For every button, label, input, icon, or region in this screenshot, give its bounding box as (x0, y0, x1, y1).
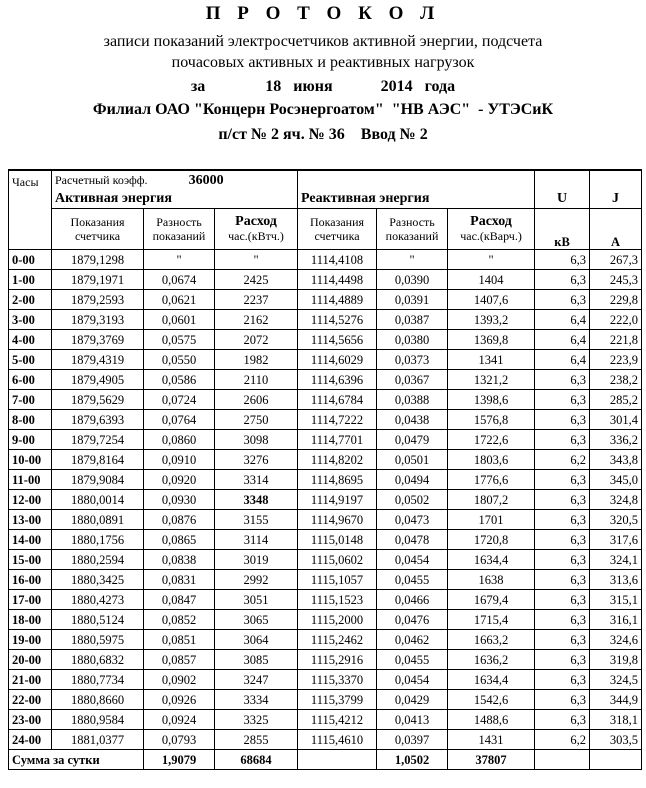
react-reading-cell: 1114,5656 (298, 330, 377, 350)
act-reading-cell: 1879,3769 (52, 330, 144, 350)
react-cons-cell: 1638 (448, 570, 535, 590)
react-diff-cell: 0,0397 (377, 730, 448, 750)
react-diff-cell: 0,0455 (377, 570, 448, 590)
react-diff-cell: 0,0473 (377, 510, 448, 530)
act-cons-cell: 3051 (215, 590, 298, 610)
hour-cell: 16-00 (9, 570, 52, 590)
react-diff-cell: 0,0388 (377, 390, 448, 410)
j-header: J (590, 190, 642, 209)
act-reading-cell: 1880,3425 (52, 570, 144, 590)
hour-cell: 18-00 (9, 610, 52, 630)
hour-cell: 0-00 (9, 250, 52, 270)
j-cell: 316,1 (590, 610, 642, 630)
act-reading-cell: 1879,3193 (52, 310, 144, 330)
act-diff-cell: 0,0924 (144, 710, 215, 730)
react-diff-cell: 0,0454 (377, 550, 448, 570)
react-reading-header: Показания счетчика (298, 209, 377, 250)
u-cell: 6,3 (535, 610, 590, 630)
act-diff-cell: 0,0550 (144, 350, 215, 370)
react-reading-cell: 1115,3799 (298, 690, 377, 710)
react-cons-cell: 1636,2 (448, 650, 535, 670)
react-cons-cell: 1807,2 (448, 490, 535, 510)
coef-label: Расчетный коэфф. (55, 173, 148, 187)
react-diff-cell: 0,0367 (377, 370, 448, 390)
act-cons-cell: 2750 (215, 410, 298, 430)
react-reading-cell: 1115,2462 (298, 630, 377, 650)
u-cell: 6,2 (535, 730, 590, 750)
act-diff-cell: 0,0851 (144, 630, 215, 650)
react-cons-cell: 1398,6 (448, 390, 535, 410)
act-reading-cell: 1880,7734 (52, 670, 144, 690)
act-diff-cell: 0,0902 (144, 670, 215, 690)
react-cons-title: Расход (470, 214, 512, 229)
hour-cell: 19-00 (9, 630, 52, 650)
hours-header: Часы (9, 170, 52, 250)
table-row (9, 350, 642, 370)
act-reading-cell: 1880,5975 (52, 630, 144, 650)
act-cons-cell: 3334 (215, 690, 298, 710)
act-reading-cell: 1879,5629 (52, 390, 144, 410)
table-row (9, 710, 642, 730)
act-cons-cell: " (215, 250, 298, 270)
react-diff-cell: 0,0387 (377, 310, 448, 330)
react-cons-cell: 1803,6 (448, 450, 535, 470)
react-reading-cell: 1114,4889 (298, 290, 377, 310)
active-energy-header: Активная энергия (52, 190, 298, 209)
act-reading-cell: 1879,1971 (52, 270, 144, 290)
react-reading-cell: 1114,6029 (298, 350, 377, 370)
react-diff-cell: 0,0502 (377, 490, 448, 510)
react-reading-cell: 1115,2000 (298, 610, 377, 630)
react-reading-cell: 1114,6784 (298, 390, 377, 410)
j-cell: 317,6 (590, 530, 642, 550)
j-cell: 319,8 (590, 650, 642, 670)
substation-line: п/ст № 2 яч. № 36 Ввод № 2 (218, 126, 428, 143)
hour-cell: 8-00 (9, 410, 52, 430)
react-reading-cell: 1115,0148 (298, 530, 377, 550)
react-reading-cell: 1115,0602 (298, 550, 377, 570)
act-diff-cell: 0,0838 (144, 550, 215, 570)
table-row (9, 450, 642, 470)
act-reading-cell: 1880,6832 (52, 650, 144, 670)
act-reading-cell: 1879,6393 (52, 410, 144, 430)
table-row (9, 290, 642, 310)
table-row (9, 310, 642, 330)
j-cell: 285,2 (590, 390, 642, 410)
table-row (9, 570, 642, 590)
coef-cell (52, 170, 298, 190)
act-cons-cell: 3155 (215, 510, 298, 530)
act-diff-cell: 0,0586 (144, 370, 215, 390)
react-cons-cell: 1634,4 (448, 550, 535, 570)
react-cons-cell: 1701 (448, 510, 535, 530)
date-month: июня (293, 78, 333, 95)
react-reading-cell: 1115,1057 (298, 570, 377, 590)
sum-act-diff: 1,9079 (144, 750, 215, 770)
j-cell: 324,1 (590, 550, 642, 570)
branch-name: Филиал ОАО "Концерн Росэнергоатом" "НВ АЭС" - УТЭСиК (92, 101, 554, 118)
react-reading-cell: 1114,8695 (298, 470, 377, 490)
react-cons-cell: 1715,4 (448, 610, 535, 630)
u-cell: 6,3 (535, 530, 590, 550)
react-diff-cell: 0,0476 (377, 610, 448, 630)
table-row (9, 390, 642, 410)
j-cell: 303,5 (590, 730, 642, 750)
j-cell: 315,1 (590, 590, 642, 610)
act-cons-cell: 2855 (215, 730, 298, 750)
act-reading-cell: 1879,1298 (52, 250, 144, 270)
u-header: U (535, 190, 590, 209)
react-cons-cell: 1722,6 (448, 430, 535, 450)
react-reading-cell: 1115,4212 (298, 710, 377, 730)
react-diff-cell: 0,0479 (377, 430, 448, 450)
act-cons-cell: 2425 (215, 270, 298, 290)
table-row (9, 530, 642, 550)
react-reading-cell: 1114,7701 (298, 430, 377, 450)
u-cell: 6,3 (535, 490, 590, 510)
u-cell: 6,4 (535, 350, 590, 370)
u-unit: кВ (535, 209, 590, 250)
u-cell: 6,4 (535, 310, 590, 330)
j-cell: 238,2 (590, 370, 642, 390)
table-row (9, 430, 642, 450)
act-diff-cell: 0,0910 (144, 450, 215, 470)
react-cons-cell: 1488,6 (448, 710, 535, 730)
sum-react-diff: 1,0502 (377, 750, 448, 770)
react-reading-cell: 1115,2916 (298, 650, 377, 670)
act-diff-cell: 0,0793 (144, 730, 215, 750)
act-reading-header: Показания счетчика (52, 209, 144, 250)
table-row (9, 550, 642, 570)
hour-cell: 21-00 (9, 670, 52, 690)
act-reading-cell: 1880,2594 (52, 550, 144, 570)
react-diff-cell: 0,0462 (377, 630, 448, 650)
act-cons-title: Расход (235, 214, 277, 229)
act-reading-cell: 1880,9584 (52, 710, 144, 730)
u-cell: 6,3 (535, 670, 590, 690)
act-diff-cell: 0,0926 (144, 690, 215, 710)
react-diff-cell: " (377, 250, 448, 270)
act-cons-cell: 3065 (215, 610, 298, 630)
hour-cell: 5-00 (9, 350, 52, 370)
act-reading-cell: 1880,4273 (52, 590, 144, 610)
act-diff-cell: 0,0857 (144, 650, 215, 670)
react-reading-cell: 1115,4610 (298, 730, 377, 750)
table-row (9, 510, 642, 530)
act-cons-cell: 3114 (215, 530, 298, 550)
act-reading-cell: 1879,4319 (52, 350, 144, 370)
j-cell: 229,8 (590, 290, 642, 310)
u-cell: 6,3 (535, 250, 590, 270)
act-cons-cell: 2992 (215, 570, 298, 590)
react-cons-cell: 1393,2 (448, 310, 535, 330)
react-diff-cell: 0,0454 (377, 670, 448, 690)
u-cell: 6,2 (535, 450, 590, 470)
hour-cell: 14-00 (9, 530, 52, 550)
react-cons-cell: 1634,4 (448, 670, 535, 690)
u-cell: 6,3 (535, 370, 590, 390)
react-cons-cell: 1407,6 (448, 290, 535, 310)
react-diff-cell: 0,0390 (377, 270, 448, 290)
act-cons-cell: 2606 (215, 390, 298, 410)
act-reading-cell: 1880,1756 (52, 530, 144, 550)
react-diff-cell: 0,0380 (377, 330, 448, 350)
coef-value: 36000 (188, 173, 224, 188)
u-cell: 6,3 (535, 430, 590, 450)
table-row (9, 590, 642, 610)
react-cons-cell: 1404 (448, 270, 535, 290)
react-diff-cell: 0,0413 (377, 710, 448, 730)
j-cell: 267,3 (590, 250, 642, 270)
j-cell: 336,2 (590, 430, 642, 450)
table-row (9, 610, 642, 630)
hour-cell: 2-00 (9, 290, 52, 310)
react-diff-cell: 0,0501 (377, 450, 448, 470)
act-reading-cell: 1881,0377 (52, 730, 144, 750)
date-year: 2014 года (380, 78, 456, 95)
u-cell: 6,3 (535, 550, 590, 570)
act-reading-cell: 1880,8660 (52, 690, 144, 710)
react-cons-cell: 1776,6 (448, 470, 535, 490)
j-unit: А (590, 209, 642, 250)
act-cons-cell: 2162 (215, 310, 298, 330)
act-diff-cell: 0,0764 (144, 410, 215, 430)
react-reading-cell: 1114,5276 (298, 310, 377, 330)
react-cons-cell: " (448, 250, 535, 270)
act-cons-cell: 1982 (215, 350, 298, 370)
act-reading-cell: 1879,4905 (52, 370, 144, 390)
table-row (9, 730, 642, 750)
react-reading-cell: 1114,8202 (298, 450, 377, 470)
j-cell: 324,8 (590, 490, 642, 510)
table-row (9, 490, 642, 510)
react-reading-cell: 1115,1523 (298, 590, 377, 610)
j-cell: 343,8 (590, 450, 642, 470)
react-diff-header: Разность показаний (377, 209, 448, 250)
table-row (9, 330, 642, 350)
react-cons-cell: 1321,2 (448, 370, 535, 390)
react-cons-cell: 1341 (448, 350, 535, 370)
j-cell: 245,3 (590, 270, 642, 290)
act-diff-cell: 0,0847 (144, 590, 215, 610)
u-cell: 6,3 (535, 630, 590, 650)
act-reading-cell: 1879,9084 (52, 470, 144, 490)
react-cons-cell: 1542,6 (448, 690, 535, 710)
j-cell: 223,9 (590, 350, 642, 370)
hour-cell: 10-00 (9, 450, 52, 470)
act-cons-cell: 3348 (215, 490, 298, 510)
hour-cell: 4-00 (9, 330, 52, 350)
react-reading-cell: 1114,9670 (298, 510, 377, 530)
table-row (9, 410, 642, 430)
act-cons-cell: 3276 (215, 450, 298, 470)
hour-cell: 9-00 (9, 430, 52, 450)
u-cell: 6,3 (535, 710, 590, 730)
table-row (9, 250, 642, 270)
react-diff-cell: 0,0466 (377, 590, 448, 610)
sum-act-cons: 68684 (215, 750, 298, 770)
u-cell: 6,3 (535, 690, 590, 710)
react-diff-cell: 0,0373 (377, 350, 448, 370)
react-cons-cell: 1679,4 (448, 590, 535, 610)
sum-empty (535, 750, 590, 770)
react-cons-cell: 1663,2 (448, 630, 535, 650)
act-cons-cell: 3314 (215, 470, 298, 490)
act-cons-cell: 2237 (215, 290, 298, 310)
hour-cell: 3-00 (9, 310, 52, 330)
subtitle-line-1: записи показаний электросчетчиков активной энергии, подсчета (103, 33, 543, 50)
j-cell: 345,0 (590, 470, 642, 490)
act-diff-cell: 0,0852 (144, 610, 215, 630)
react-reading-cell: 1114,7222 (298, 410, 377, 430)
act-diff-cell: 0,0575 (144, 330, 215, 350)
protocol-title: П Р О Т О К О Л (205, 3, 441, 24)
act-diff-cell: " (144, 250, 215, 270)
act-diff-cell: 0,0621 (144, 290, 215, 310)
u-cell: 6,4 (535, 330, 590, 350)
j-cell: 344,9 (590, 690, 642, 710)
act-diff-cell: 0,0865 (144, 530, 215, 550)
u-cell: 6,3 (535, 470, 590, 490)
react-reading-cell: 1114,4498 (298, 270, 377, 290)
readings-table (8, 169, 642, 770)
hour-cell: 15-00 (9, 550, 52, 570)
react-cons-cell: 1369,8 (448, 330, 535, 350)
act-cons-cell: 3085 (215, 650, 298, 670)
sum-empty (298, 750, 377, 770)
act-diff-cell: 0,0831 (144, 570, 215, 590)
date-day: 18 (265, 78, 282, 95)
u-cell: 6,3 (535, 570, 590, 590)
act-reading-cell: 1880,0891 (52, 510, 144, 530)
hour-cell: 13-00 (9, 510, 52, 530)
act-reading-cell: 1880,0014 (52, 490, 144, 510)
react-cons-unit: час.(кВарч.) (460, 229, 522, 243)
j-cell: 320,5 (590, 510, 642, 530)
table-row (9, 670, 642, 690)
j-cell: 222,0 (590, 310, 642, 330)
act-cons-cell: 3019 (215, 550, 298, 570)
hour-cell: 12-00 (9, 490, 52, 510)
act-cons-unit: час.(кВтч.) (228, 229, 284, 243)
react-reading-cell: 1114,6396 (298, 370, 377, 390)
table-row (9, 650, 642, 670)
u-cell: 6,3 (535, 410, 590, 430)
hour-cell: 7-00 (9, 390, 52, 410)
date-line (0, 78, 646, 96)
act-cons-cell: 3098 (215, 430, 298, 450)
u-cell: 6,3 (535, 270, 590, 290)
hour-cell: 11-00 (9, 470, 52, 490)
act-cons-cell: 3325 (215, 710, 298, 730)
act-cons-cell: 2072 (215, 330, 298, 350)
subtitle-line-2: почасовых активных и реактивных нагрузок (171, 54, 475, 71)
act-reading-cell: 1880,5124 (52, 610, 144, 630)
hour-cell: 17-00 (9, 590, 52, 610)
u-cell: 6,3 (535, 290, 590, 310)
act-diff-header: Разность показаний (144, 209, 215, 250)
react-diff-cell: 0,0438 (377, 410, 448, 430)
hour-cell: 1-00 (9, 270, 52, 290)
act-diff-cell: 0,0920 (144, 470, 215, 490)
act-diff-cell: 0,0930 (144, 490, 215, 510)
table-row (9, 690, 642, 710)
date-prefix: за (190, 78, 206, 95)
sum-label: Сумма за сутки (9, 750, 144, 770)
react-cons-cell: 1431 (448, 730, 535, 750)
act-diff-cell: 0,0601 (144, 310, 215, 330)
j-cell: 318,1 (590, 710, 642, 730)
react-diff-cell: 0,0391 (377, 290, 448, 310)
react-cons-cell: 1576,8 (448, 410, 535, 430)
act-reading-cell: 1879,7254 (52, 430, 144, 450)
u-cell: 6,3 (535, 390, 590, 410)
react-reading-cell: 1114,9197 (298, 490, 377, 510)
react-reading-cell: 1115,3370 (298, 670, 377, 690)
act-cons-cell: 3064 (215, 630, 298, 650)
react-cons-cell: 1720,8 (448, 530, 535, 550)
table-row (9, 470, 642, 490)
act-reading-cell: 1879,8164 (52, 450, 144, 470)
hour-cell: 23-00 (9, 710, 52, 730)
j-cell: 221,8 (590, 330, 642, 350)
act-diff-cell: 0,0674 (144, 270, 215, 290)
hour-cell: 6-00 (9, 370, 52, 390)
table-row (9, 630, 642, 650)
act-cons-header (215, 209, 298, 250)
hour-cell: 22-00 (9, 690, 52, 710)
act-diff-cell: 0,0860 (144, 430, 215, 450)
table-row (9, 370, 642, 390)
hour-cell: 24-00 (9, 730, 52, 750)
j-cell: 301,4 (590, 410, 642, 430)
act-cons-cell: 3247 (215, 670, 298, 690)
react-reading-cell: 1114,4108 (298, 250, 377, 270)
table-row (9, 270, 642, 290)
u-cell: 6,3 (535, 590, 590, 610)
j-cell: 324,5 (590, 670, 642, 690)
act-diff-cell: 0,0724 (144, 390, 215, 410)
j-cell: 324,6 (590, 630, 642, 650)
u-cell: 6,3 (535, 510, 590, 530)
act-reading-cell: 1879,2593 (52, 290, 144, 310)
react-diff-cell: 0,0478 (377, 530, 448, 550)
sum-row (9, 750, 642, 770)
j-cell: 313,6 (590, 570, 642, 590)
act-diff-cell: 0,0876 (144, 510, 215, 530)
react-cons-header (448, 209, 535, 250)
sum-react-cons: 37807 (448, 750, 535, 770)
react-diff-cell: 0,0455 (377, 650, 448, 670)
u-cell: 6,3 (535, 650, 590, 670)
act-cons-cell: 2110 (215, 370, 298, 390)
sum-empty (590, 750, 642, 770)
reactive-energy-header: Реактивная энергия (298, 190, 535, 209)
react-diff-cell: 0,0429 (377, 690, 448, 710)
react-diff-cell: 0,0494 (377, 470, 448, 490)
hour-cell: 20-00 (9, 650, 52, 670)
